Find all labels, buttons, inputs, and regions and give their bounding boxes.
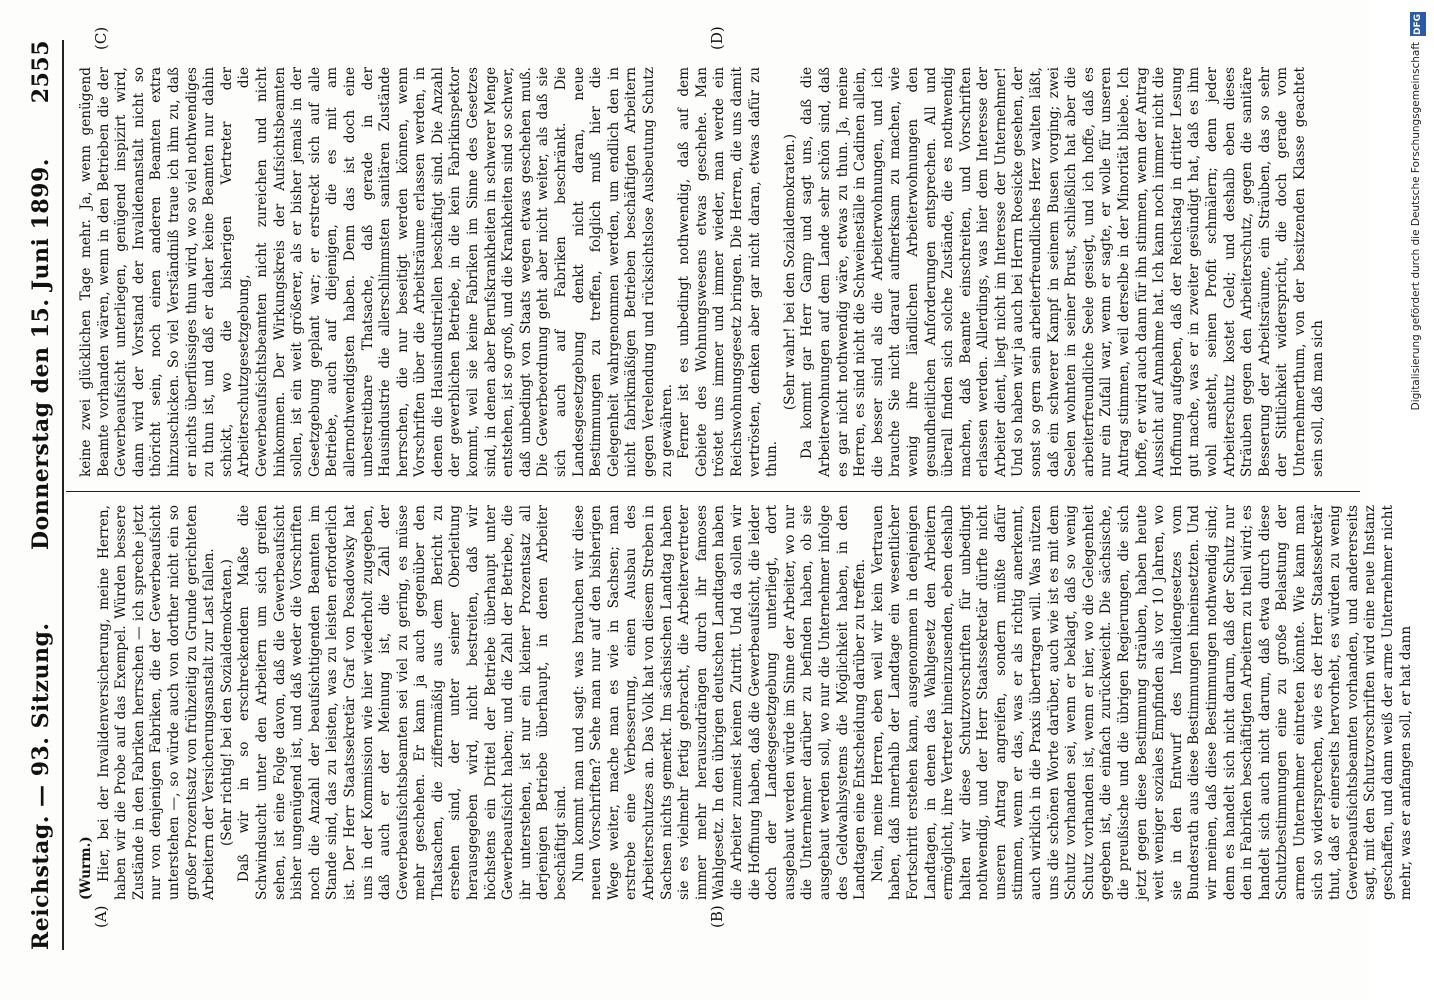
- margin-label-b: (B): [708, 905, 726, 928]
- paragraph: Ferner ist es unbedingt nothwendig, daß auf dem Gebiete des Wohnungswesens etwas geschehe. Man tröstet uns immer und immer wieder, man werde ein Reichswohnungsgesetz bringen. Die Herren, die uns damit vertrösten, denken aber gar nicht daran, etwas dafür zu thun.: [676, 67, 781, 477]
- text-column-right: [78, 67, 1350, 477]
- column-divider: [66, 491, 1360, 492]
- header-date: Donnerstag den 15. Juni 1899.: [28, 158, 54, 550]
- digitization-credit: [1408, 6, 1432, 586]
- credit-text: Digitalisierung gefördert durch die Deutsche Forschungsgemeinschaft: [1410, 42, 1422, 411]
- interjection: (Sehr wahr! bei den Sozialdemokraten.): [781, 133, 798, 411]
- page-header: [28, 40, 64, 950]
- paragraph: Hier, bei der Invalidenversicherung, meine Herren, haben wir die Probe auf das Exempel. Würden bessere Zustände in den Fabriken herrschen — ich spreche jetzt nur von denjenigen Fabriken, die der Gewerbeaufsicht unterstehen —, so würde auch von dorther nicht ein so großer Prozentsatz von frühzeitig zu Grunde gerichteten Arbeitern der Versicherungsanstalt zur Last fallen.: [95, 505, 218, 900]
- header-left: Reichstag. — 93. Sitzung.: [28, 622, 54, 950]
- dfg-logo: DFG: [1410, 12, 1426, 36]
- speaker-label: (Wurm.): [78, 836, 94, 900]
- paragraph: Daß wir in so erschreckendem Maße die Schwindsucht unter den Arbeitern um sich greifen sehen, ist eine Folge davon, daß die Gewerbeaufsicht bisher ungenügend ist, und daß weder die Vorschriften noch die Anzahl der beaufsichtigenden Beamten im Stande sind, das zu leisten, was zu leisten erforderlich ist. Der Herr Staatssekretär Graf von Posadowsky hat uns in der Kommission wie hier wiederholt zugegeben, daß auch er der Meinung ist, die Zahl der Gewerbeaufsichtsbeamten sei viel zu gering, es müsse mehr geschehen. Er kann ja auch gegenüber den Thatsachen, die ziffernmäßig aus dem Bericht zu ersehen sind, der unter seiner Oberleitung herausgegeben wird, nicht bestreiten, daß wir höchstens ein Drittel der Betriebe überhaupt unter Gewerbeaufsicht haben; und die Zahl der Betriebe, die ihr unterstehen, ist nur ein kleiner Prozentsatz all derjenigen Betriebe überhaupt, in denen Arbeiter beschäftigt sind.: [236, 505, 570, 900]
- margin-label-a: (A): [92, 905, 110, 928]
- margin-label-d: (D): [708, 26, 726, 50]
- text-column-left: [78, 505, 1414, 900]
- paragraph: Nein, meine Herren, eben weil wir kein Vertrauen haben, daß innerhalb der Landtage ein wesentlicher Fortschritt erstehen kann, ausgenommen in denjenigen Landtagen, in denen das Wahlgesetz den Arbeitern ermöglicht, ihre Vertreter hineinzusenden, eben deshalb halten wir diese Schutzvorschriften für unbedingt nothwendig, und der Herr Staatssekretär dürfte nicht unseren Antrag angreifen, sondern müßte dafür stimmen, wenn er das, was er als richtig anerkennt, auch wirklich in die Praxis übertragen will. Was nützen uns die schönen Worte darüber, auch wie ist es mit dem Schutz vorhanden sei, wenn er beklagt, daß so wenig Schutz vorhanden ist, wenn er hier, wo die Gelegenheit gegeben ist, die einfach zurückweicht. Die sächsische, die preußische und die übrigen Regierungen, die sich jetzt gegen diese Bestimmung sträuben, haben heute weit weniger soziales Empfinden als vor 10 Jahren, wo sie in den Entwurf des Invalidengesetzes vom Bundesrath aus diese Bestimmungen hineinsetzten. Und wir meinen, daß diese Bestimmungen nothwendig sind; denn es handelt sich nicht darum, daß der Schutz nur den in Fabriken beschäftigten Arbeitern zu theil wird; es handelt sich auch nicht darum, daß etwa durch diese Schutzbestimmungen eine zu große Belastung der armen Unternehmer eintreten könnte. Wie kann man sich so widersprechen, wie es der Herr Staatssekretär thut, daß er einerseits hervorhebt, es würden zu wenig Gewerbeaufsichtsbeamten vorhanden, und andererseits sagt, mit den Schutzvorschriften wird eine neue Instanz geschaffen, und dann weiß der arme Unternehmer nicht mehr, was er anfangen soll, er hat dann: [869, 505, 1414, 900]
- paragraph: Da kommt gar Herr Gamp und sagt uns, daß die Arbeiterwohnungen auf dem Lande sehr schön sind, daß es gar nicht nothwendig wäre, etwas zu thun. Ja, meine Herren, es sind nicht die Schweineställe in Cadinen allein, die besser sind als die Arbeiterwohnungen, und ich brauche Sie nicht darauf aufmerksam zu machen, wie wenig ihre ländlichen Arbeiterwohnungen den gesundheitlichen Anforderungen entsprechen. All und überall finden sich solche Zustände, die es nothwendig machen, daß Beamte einschreiten, und Vorschriften erlassen werden. Allerdings, was hier dem Interesse der Arbeiter dient, liegt nicht im Interesse der Unternehmer! Und so haben wir ja auch bei Herrn Roesicke gesehen, der sonst so gern sein arbeiterfreundliches Herz walten läßt, daß ein schwerer Kampf in seinem Busen vorging; zwei Seelen wohnten in seiner Brust, schließlich hat aber die arbeiterfreundliche Seele gesiegt, und ich hoffe, daß es nur ein Zufall war, wenn er sagte, er wolle für unseren Antrag stimmen, weil derselbe in der Minorität bliebe. Ich hoffe, er wird auch dann für ihn stimmen, wenn der Antrag Aussicht auf Annahme hat. Ich kann noch immer nicht die Hoffnung aufgeben, daß der Reichstag in dritter Lesung gut mache, was er in zweiter gesündigt hat, daß es ihm wohl ansteht, seinen Profit schmälern; denn jeder Arbeiterschutz kostet Geld; und deshalb eben dieses Sträuben gegen den Arbeiterschutz, gegen die sanitäre Besserung der Arbeitsräume, ein Sträuben, das so sehr der Sittlichkeit widerspricht, die doch gerade vom Unternehmerthum, von der besitzenden Klasse geachtet sein soll, daß man sich: [799, 67, 1326, 477]
- paragraph: keine zwei glücklichen Tage mehr. Ja, wenn genügend Beamte vorhanden wären, wenn in den Betrieben die der Gewerbeaufsicht unterliegen, genügend inspizirt wird, dann wird der Vorstand der Invalidenanstalt nicht so thöricht sein, noch einen anderen Beamten extra hinzuschicken. So viel Verständniß traue ich ihm zu, daß er nichts überflüssiges thun wird, wo so viel nothwendiges zu thun ist, und daß er daher keine Beamten nur dahin schickt, wo die bisherigen Vertreter der Arbeiterschutzgesetzgebung, die Gewerbeaufsichtsbeamten nicht zureichen und nicht hinkommen. Der Wirkungskreis der Aufsichtsbeamten sollen, ist ein weit größerer, als er bisher jemals in der Gesetzgebung geplant war; er erstreckt sich auf alle Betriebe, auch auf diejenigen, die es mit am allernothwendigsten haben. Denn das ist doch eine unbestreitbare Thatsache, daß gerade in der Hausindustrie die allerschlimmsten sanitären Zustände herrschen, die nur beseitigt werden können, wenn Vorschriften über die Arbeitsräume erlassen werden, in denen die Hausindustriellen beschäftigt sind. Die Anzahl der gewerblichen Betriebe, in die kein Fabrikinspektor kommt, weil sie keine Fabriken im Sinne des Gesetzes sind, in denen aber Berufskrankheiten in schwerer Menge entstehen, ist so groß, und die Krankheiten sind so schwer, daß unbedingt von Staats wegen etwas geschehen muß. Die Gewerbeordnung geht aber nicht weiter, als daß sie sich auch auf Fabriken beschränkt. Die Landesgesetzgebung denkt nicht daran, neue Bestimmungen zu treffen, folglich muß hier die Gelegenheit wahrgenommen werden, um endlich den in nicht fabrikmäßigen Betrieben beschäftigten Arbeitern gegen Verelendung und rücksichtslose Ausbeutung Schutz zu gewähren.: [78, 67, 675, 477]
- interjection: (Sehr richtig! bei den Sozialdemokraten.): [218, 559, 235, 846]
- paragraph: Nun kommt man und sagt: was brauchen wir diese neuen Vorschriften? Sehe man nur auf den bisherigen Wege weiter, mache man es wie in Sachsen; man erstrebe eine Verbesserung, einen Ausbau des Arbeiterschutzes an. Das Volk hat von diesem Streben in Sachsen nichts gemerkt. Im sächsischen Landtag haben sie es vielmehr fertig gebracht, die Arbeitervertreter immer mehr herauszudrängen durch ihr famoses Wahlgesetz. In den übrigen deutschen Landtagen haben die Arbeiter zumeist keinen Zutritt. Und da sollen wir die Hoffnung haben, daß die Gewerbeaufsicht, die leider doch der Landesgesetzgebung unterliegt, dort ausgebaut werden würde im Sinne der Arbeiter, wo nur die Unternehmer darüber zu befinden haben, ob sie ausgebaut werden soll, wo nur die Unternehmer infolge des Geldwahlsystems die Möglichkeit haben, in den Landtagen eine Entscheidung darüber zu treffen.: [570, 505, 869, 900]
- page-number: 2555: [28, 40, 54, 104]
- margin-label-c: (C): [92, 26, 110, 50]
